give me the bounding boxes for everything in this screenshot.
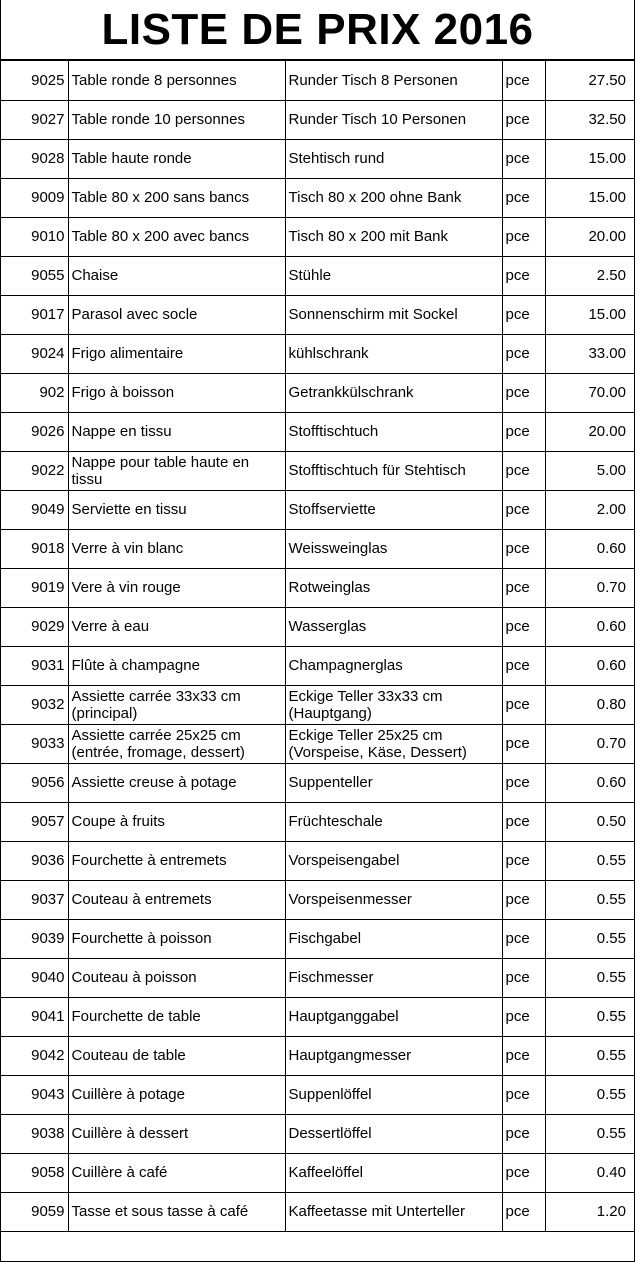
item-name-de-cell: Stühle bbox=[285, 256, 502, 295]
table-row bbox=[1, 1153, 634, 1192]
table-row bbox=[1, 685, 634, 724]
item-code-cell: 9017 bbox=[1, 295, 68, 334]
item-code-cell: 9036 bbox=[1, 841, 68, 880]
item-code-cell: 9028 bbox=[1, 139, 68, 178]
item-code-cell: 9058 bbox=[1, 1153, 68, 1192]
table-row bbox=[1, 958, 634, 997]
item-name-de-cell: Champagnerglas bbox=[285, 646, 502, 685]
item-code-cell: 9032 bbox=[1, 685, 68, 724]
item-code-cell: 9009 bbox=[1, 178, 68, 217]
table-row bbox=[1, 178, 634, 217]
table-row bbox=[1, 607, 634, 646]
item-code-cell: 9041 bbox=[1, 997, 68, 1036]
item-code-cell: 9026 bbox=[1, 412, 68, 451]
item-name-fr-cell: Assiette creuse à potage bbox=[68, 763, 285, 802]
item-name-de-cell: Runder Tisch 10 Personen bbox=[285, 100, 502, 139]
item-code-cell: 9024 bbox=[1, 334, 68, 373]
item-unit-cell: pce bbox=[502, 373, 545, 412]
item-price-cell: 20.00 bbox=[545, 412, 634, 451]
item-code-cell: 9057 bbox=[1, 802, 68, 841]
item-name-fr-cell: Fourchette de table bbox=[68, 997, 285, 1036]
table-row bbox=[1, 61, 634, 100]
table-row bbox=[1, 919, 634, 958]
item-code-cell: 9040 bbox=[1, 958, 68, 997]
item-unit-cell: pce bbox=[502, 1036, 545, 1075]
item-price-cell: 27.50 bbox=[545, 61, 634, 100]
table-row bbox=[1, 880, 634, 919]
item-price-cell: 0.55 bbox=[545, 1036, 634, 1075]
item-price-cell: 0.70 bbox=[545, 724, 634, 763]
item-name-fr-cell: Flûte à champagne bbox=[68, 646, 285, 685]
item-name-de-cell: Stehtisch rund bbox=[285, 139, 502, 178]
item-price-cell: 33.00 bbox=[545, 334, 634, 373]
item-name-fr-cell: Tasse et sous tasse à café bbox=[68, 1192, 285, 1231]
table-row bbox=[1, 412, 634, 451]
item-name-fr-cell: Couteau à entremets bbox=[68, 880, 285, 919]
item-name-de-cell: Rotweinglas bbox=[285, 568, 502, 607]
item-code-cell: 9022 bbox=[1, 451, 68, 490]
item-unit-cell: pce bbox=[502, 1075, 545, 1114]
item-code-cell: 9043 bbox=[1, 1075, 68, 1114]
item-price-cell: 20.00 bbox=[545, 217, 634, 256]
item-unit-cell: pce bbox=[502, 724, 545, 763]
item-price-cell: 15.00 bbox=[545, 295, 634, 334]
item-price-cell: 0.55 bbox=[545, 919, 634, 958]
item-unit-cell: pce bbox=[502, 880, 545, 919]
item-price-cell: 1.20 bbox=[545, 1192, 634, 1231]
item-name-fr-cell: Assiette carrée 33x33 cm (principal) bbox=[68, 685, 285, 724]
item-name-fr-cell: Chaise bbox=[68, 256, 285, 295]
item-price-cell: 0.55 bbox=[545, 880, 634, 919]
item-price-cell: 0.40 bbox=[545, 1153, 634, 1192]
item-unit-cell: pce bbox=[502, 763, 545, 802]
item-price-cell: 0.55 bbox=[545, 1075, 634, 1114]
item-name-de-cell: Hauptganggabel bbox=[285, 997, 502, 1036]
table-row bbox=[1, 1192, 634, 1231]
item-code-cell: 9025 bbox=[1, 61, 68, 100]
item-name-fr-cell: Vere à vin rouge bbox=[68, 568, 285, 607]
item-name-de-cell: Stofftischtuch für Stehtisch bbox=[285, 451, 502, 490]
item-name-de-cell: Wasserglas bbox=[285, 607, 502, 646]
item-price-cell: 2.00 bbox=[545, 490, 634, 529]
item-name-de-cell: Suppenlöffel bbox=[285, 1075, 502, 1114]
item-name-de-cell: Sonnenschirm mit Sockel bbox=[285, 295, 502, 334]
item-code-cell: 9056 bbox=[1, 763, 68, 802]
item-unit-cell: pce bbox=[502, 1153, 545, 1192]
item-name-fr-cell: Table haute ronde bbox=[68, 139, 285, 178]
item-code-cell: 9037 bbox=[1, 880, 68, 919]
table-row bbox=[1, 1036, 634, 1075]
item-unit-cell: pce bbox=[502, 412, 545, 451]
item-name-fr-cell: Fourchette à entremets bbox=[68, 841, 285, 880]
item-price-cell: 0.55 bbox=[545, 1114, 634, 1153]
item-name-de-cell: Getrankkülschrank bbox=[285, 373, 502, 412]
item-price-cell: 15.00 bbox=[545, 178, 634, 217]
item-price-cell: 70.00 bbox=[545, 373, 634, 412]
item-name-fr-cell: Cuillère à café bbox=[68, 1153, 285, 1192]
table-row bbox=[1, 1114, 634, 1153]
item-price-cell: 0.55 bbox=[545, 997, 634, 1036]
table-row bbox=[1, 841, 634, 880]
item-unit-cell: pce bbox=[502, 1114, 545, 1153]
item-unit-cell: pce bbox=[502, 958, 545, 997]
item-name-de-cell: Stofftischtuch bbox=[285, 412, 502, 451]
item-unit-cell: pce bbox=[502, 256, 545, 295]
item-price-cell: 32.50 bbox=[545, 100, 634, 139]
item-unit-cell: pce bbox=[502, 802, 545, 841]
table-row bbox=[1, 373, 634, 412]
item-price-cell: 2.50 bbox=[545, 256, 634, 295]
item-name-de-cell: Weissweinglas bbox=[285, 529, 502, 568]
item-unit-cell: pce bbox=[502, 451, 545, 490]
item-unit-cell: pce bbox=[502, 490, 545, 529]
table-row bbox=[1, 139, 634, 178]
item-unit-cell: pce bbox=[502, 529, 545, 568]
item-name-fr-cell: Couteau à poisson bbox=[68, 958, 285, 997]
item-unit-cell: pce bbox=[502, 334, 545, 373]
table-row bbox=[1, 646, 634, 685]
item-code-cell: 9031 bbox=[1, 646, 68, 685]
item-name-fr-cell: Serviette en tissu bbox=[68, 490, 285, 529]
item-unit-cell: pce bbox=[502, 61, 545, 100]
item-price-cell: 0.70 bbox=[545, 568, 634, 607]
item-name-de-cell: Früchteschale bbox=[285, 802, 502, 841]
item-name-de-cell: Fischgabel bbox=[285, 919, 502, 958]
item-unit-cell: pce bbox=[502, 217, 545, 256]
item-price-cell: 0.60 bbox=[545, 763, 634, 802]
item-code-cell: 9033 bbox=[1, 724, 68, 763]
item-name-de-cell: Runder Tisch 8 Personen bbox=[285, 61, 502, 100]
table-row bbox=[1, 451, 634, 490]
item-unit-cell: pce bbox=[502, 1192, 545, 1231]
item-code-cell: 9055 bbox=[1, 256, 68, 295]
item-name-fr-cell: Fourchette à poisson bbox=[68, 919, 285, 958]
item-unit-cell: pce bbox=[502, 178, 545, 217]
table-row bbox=[1, 802, 634, 841]
table-row bbox=[1, 568, 634, 607]
item-code-cell: 9039 bbox=[1, 919, 68, 958]
item-name-fr-cell: Verre à vin blanc bbox=[68, 529, 285, 568]
item-unit-cell: pce bbox=[502, 685, 545, 724]
item-name-de-cell: Vorspeisengabel bbox=[285, 841, 502, 880]
item-price-cell: 15.00 bbox=[545, 139, 634, 178]
item-code-cell: 9049 bbox=[1, 490, 68, 529]
item-price-cell: 0.60 bbox=[545, 607, 634, 646]
price-table-body bbox=[1, 61, 634, 1231]
item-name-de-cell: Suppenteller bbox=[285, 763, 502, 802]
table-row bbox=[1, 997, 634, 1036]
item-name-fr-cell: Nappe pour table haute en tissu bbox=[68, 451, 285, 490]
item-code-cell: 9042 bbox=[1, 1036, 68, 1075]
item-name-de-cell: Dessertlöffel bbox=[285, 1114, 502, 1153]
table-row bbox=[1, 100, 634, 139]
table-row bbox=[1, 217, 634, 256]
table-row bbox=[1, 490, 634, 529]
table-row bbox=[1, 724, 634, 763]
item-name-de-cell: Vorspeisenmesser bbox=[285, 880, 502, 919]
item-unit-cell: pce bbox=[502, 841, 545, 880]
item-price-cell: 0.60 bbox=[545, 646, 634, 685]
item-name-fr-cell: Coupe à fruits bbox=[68, 802, 285, 841]
item-name-fr-cell: Nappe en tissu bbox=[68, 412, 285, 451]
item-unit-cell: pce bbox=[502, 646, 545, 685]
page-title: LISTE DE PRIX 2016 bbox=[1, 0, 634, 61]
item-name-de-cell: kühlschrank bbox=[285, 334, 502, 373]
item-code-cell: 902 bbox=[1, 373, 68, 412]
item-name-fr-cell: Parasol avec socle bbox=[68, 295, 285, 334]
item-name-fr-cell: Assiette carrée 25x25 cm (entrée, fromage, dessert) bbox=[68, 724, 285, 763]
item-code-cell: 9010 bbox=[1, 217, 68, 256]
item-unit-cell: pce bbox=[502, 919, 545, 958]
table-row bbox=[1, 334, 634, 373]
item-name-fr-cell: Table ronde 8 personnes bbox=[68, 61, 285, 100]
item-name-fr-cell: Couteau de table bbox=[68, 1036, 285, 1075]
item-price-cell: 0.60 bbox=[545, 529, 634, 568]
item-name-de-cell: Tisch 80 x 200 mit Bank bbox=[285, 217, 502, 256]
item-name-fr-cell: Cuillère à dessert bbox=[68, 1114, 285, 1153]
item-name-de-cell: Fischmesser bbox=[285, 958, 502, 997]
item-name-de-cell: Kaffeelöffel bbox=[285, 1153, 502, 1192]
item-name-de-cell: Eckige Teller 33x33 cm (Hauptgang) bbox=[285, 685, 502, 724]
item-code-cell: 9027 bbox=[1, 100, 68, 139]
table-row bbox=[1, 295, 634, 334]
item-name-fr-cell: Frigo à boisson bbox=[68, 373, 285, 412]
price-table bbox=[1, 61, 634, 1232]
item-code-cell: 9059 bbox=[1, 1192, 68, 1231]
item-unit-cell: pce bbox=[502, 139, 545, 178]
table-row bbox=[1, 763, 634, 802]
item-name-fr-cell: Table ronde 10 personnes bbox=[68, 100, 285, 139]
item-unit-cell: pce bbox=[502, 295, 545, 334]
item-name-de-cell: Eckige Teller 25x25 cm (Vorspeise, Käse, Dessert) bbox=[285, 724, 502, 763]
item-price-cell: 0.80 bbox=[545, 685, 634, 724]
item-code-cell: 9038 bbox=[1, 1114, 68, 1153]
item-price-cell: 0.50 bbox=[545, 802, 634, 841]
table-row bbox=[1, 529, 634, 568]
item-unit-cell: pce bbox=[502, 997, 545, 1036]
item-code-cell: 9019 bbox=[1, 568, 68, 607]
item-price-cell: 0.55 bbox=[545, 958, 634, 997]
item-unit-cell: pce bbox=[502, 100, 545, 139]
item-price-cell: 5.00 bbox=[545, 451, 634, 490]
item-name-fr-cell: Table 80 x 200 sans bancs bbox=[68, 178, 285, 217]
table-row bbox=[1, 256, 634, 295]
item-price-cell: 0.55 bbox=[545, 841, 634, 880]
item-name-de-cell: Hauptgangmesser bbox=[285, 1036, 502, 1075]
item-code-cell: 9018 bbox=[1, 529, 68, 568]
table-row bbox=[1, 1075, 634, 1114]
item-name-de-cell: Kaffeetasse mit Unterteller bbox=[285, 1192, 502, 1231]
item-name-fr-cell: Table 80 x 200 avec bancs bbox=[68, 217, 285, 256]
item-name-de-cell: Tisch 80 x 200 ohne Bank bbox=[285, 178, 502, 217]
item-name-fr-cell: Cuillère à potage bbox=[68, 1075, 285, 1114]
item-name-fr-cell: Verre à eau bbox=[68, 607, 285, 646]
item-name-fr-cell: Frigo alimentaire bbox=[68, 334, 285, 373]
item-unit-cell: pce bbox=[502, 568, 545, 607]
item-code-cell: 9029 bbox=[1, 607, 68, 646]
item-unit-cell: pce bbox=[502, 607, 545, 646]
item-name-de-cell: Stoffserviette bbox=[285, 490, 502, 529]
